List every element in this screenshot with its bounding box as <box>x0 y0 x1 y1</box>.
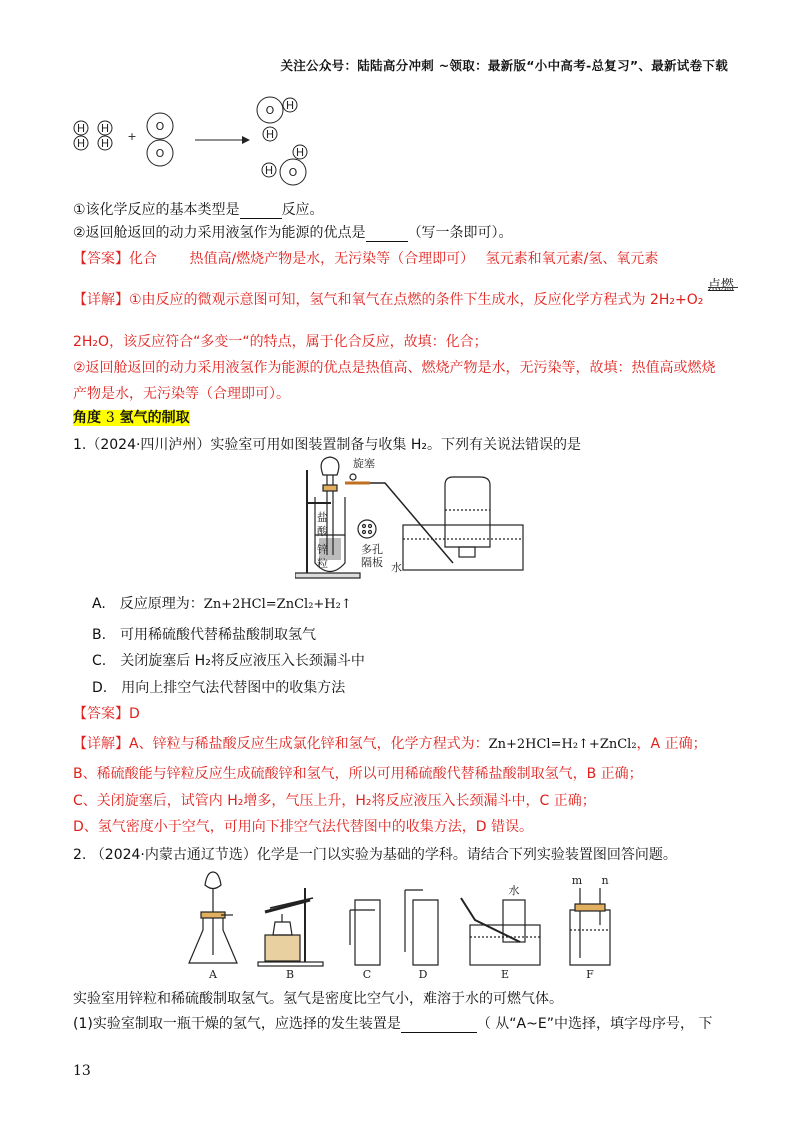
molecule-reaction-diagram <box>70 90 330 190</box>
option-b[interactable]: B. 可用稀硫酸代替稀盐酸制取氢气 <box>92 627 317 643</box>
h2o-molecule <box>257 97 297 141</box>
label-porous-plate: 多孔 <box>361 543 383 556</box>
label-apparatus-b: B <box>285 968 295 980</box>
question-text: （写一条即可）。 <box>407 225 513 241</box>
option-text: A. 反应原理为： <box>92 596 204 612</box>
detail-equation: Zn+2HCl=H₂↑+ZnCl₂ <box>488 737 637 752</box>
atom-h-label: H <box>76 137 86 150</box>
detail-2-line-b: B、稀硫酸能与锌粒反应生成硫酸锌和氢气，所以可用稀硫酸代替稀盐酸制取氢气，B 正确； <box>73 766 643 782</box>
answer-1: 【答案】化合 热值高/燃烧产物是水，无污染等（合理即可） 氢元素和氧元素/氢、氧元素 <box>73 251 659 267</box>
h2o-molecule <box>262 145 307 185</box>
label-zinc: 粒 <box>317 557 328 570</box>
h2-molecule <box>98 121 112 150</box>
detail-2-line-c: C、关闭旋塞后，试管内 H₂增多，气压上升，H₂将反应液压入长颈漏斗中，C 正确； <box>73 793 596 809</box>
label-apparatus-d: D <box>418 968 428 980</box>
question-part-1 <box>73 199 324 219</box>
detail-text: ，A 正确； <box>636 736 707 752</box>
label-apparatus-f: F <box>586 968 594 980</box>
question-text: （ 从“A~E”中选择，填字母序号， 下 <box>476 1016 713 1032</box>
apparatus-f <box>570 888 610 965</box>
label-zinc: 锌 <box>317 543 328 556</box>
label-porous-plate: 隔板 <box>361 556 383 569</box>
question-text: ①该化学反应的基本类型是 <box>73 202 240 218</box>
o2-molecule <box>147 113 173 166</box>
apparatus-b <box>258 888 323 966</box>
label-valve: 旋塞 <box>353 457 375 470</box>
question-text: (1)实验室制取一瓶干燥的氢气，应选择的发生装置是 <box>73 1016 401 1032</box>
label-n: n <box>601 874 609 887</box>
detail-text: 【详解】A、锌粒与稀盐酸反应生成氯化锌和氢气，化学方程式为： <box>73 736 489 752</box>
apparatus-e <box>461 898 540 965</box>
label-apparatus-c: C <box>362 968 372 980</box>
atom-h-label: H <box>100 137 110 150</box>
reaction-condition <box>707 278 740 304</box>
section-title <box>73 407 190 427</box>
option-c[interactable]: C. 关闭旋塞后 H₂将反应液压入长颈漏斗中 <box>92 653 365 669</box>
label-water: 水 <box>508 884 520 897</box>
condition-label: 点燃 <box>707 278 734 293</box>
option-equation: Zn+2HCl=ZnCl₂+H₂↑ <box>203 597 352 612</box>
answer-blank[interactable] <box>401 1016 477 1033</box>
detail-1-line-4: 产物是水，无污染等（合理即可）。 <box>73 386 290 402</box>
detail-1-line-2: 2H₂O，该反应符合“多变一“的特点，属于化合反应，故填：化合； <box>73 334 488 350</box>
detail-text: 【详解】①由反应的微观示意图可知，氢气和氧气在点燃的条件下生成水，反应化学方程式为 2H₂+O₂ <box>73 292 704 308</box>
apparatus-a <box>189 872 237 963</box>
label-acid: 盐 <box>317 511 328 524</box>
h2-molecule <box>74 121 88 150</box>
atom-h-label: H <box>285 99 295 112</box>
atom-h-label: H <box>295 146 305 159</box>
option-a[interactable] <box>92 593 352 613</box>
atom-o-label: O <box>155 147 165 160</box>
label-apparatus-e: E <box>500 968 510 980</box>
question-text: 反应。 <box>281 202 324 218</box>
answer-2: 【答案】D <box>73 706 140 722</box>
section-title-text: 角度 3 氢气的制取 <box>73 410 190 426</box>
question-text: ②返回舱返回的动力采用液氢作为能源的优点是 <box>73 225 366 241</box>
question-part-2 <box>73 222 513 242</box>
page-number: 13 <box>73 1063 91 1079</box>
page-header: 关注公众号：陆陆高分冲刺 ~领取：最新版“小中高考-总复习”、最新试卷下载 <box>280 58 728 73</box>
label-acid: 酸 <box>317 525 328 538</box>
hydrogen-apparatus-figure <box>295 455 530 580</box>
detail-2-line-d: D、氢气密度小于空气，可用向下排空气法代替图中的收集方法，D 错误。 <box>73 819 534 835</box>
label-apparatus-a: A <box>209 968 217 980</box>
question-2-stem: 2. （2024·内蒙古通辽节选）化学是一门以实验为基础的学科。请结合下列实验装置图回答问题。 <box>73 847 677 863</box>
question-2-info: 实验室用锌粒和稀硫酸制取氢气。氢气是密度比空气小，难溶于水的可燃气体。 <box>73 991 563 1007</box>
atom-h-label: H <box>100 122 110 135</box>
detail-1-line-3: ②返回舱返回的动力采用液氢作为能源的优点是热值高、燃烧产物是水，无污染等，故填：热值高或燃烧 <box>73 360 716 376</box>
lab-apparatus-figure <box>185 870 620 980</box>
answer-blank[interactable] <box>240 202 282 219</box>
detail-2-line-a <box>73 733 707 753</box>
atom-o-label: O <box>288 166 298 179</box>
atom-h-label: H <box>265 128 275 141</box>
label-m: m <box>571 874 583 887</box>
question-2-sub-1 <box>73 1013 712 1033</box>
answer-blank[interactable] <box>366 225 408 242</box>
detail-1-line-1 <box>73 278 740 309</box>
apparatus-d <box>405 890 438 965</box>
option-d[interactable]: D. 用向上排空气法代替图中的收集方法 <box>92 680 346 696</box>
atom-h-label: H <box>264 164 274 177</box>
apparatus-c <box>350 900 380 965</box>
label-water: 水 <box>391 561 402 574</box>
atom-h-label: H <box>76 122 86 135</box>
plus-sign: + <box>127 130 137 143</box>
question-1-stem: 1.（2024·四川泸州）实验室可用如图装置制备与收集 H₂。下列有关说法错误的是 <box>73 437 582 453</box>
atom-o-label: O <box>155 120 165 133</box>
atom-o-label: O <box>265 104 275 117</box>
